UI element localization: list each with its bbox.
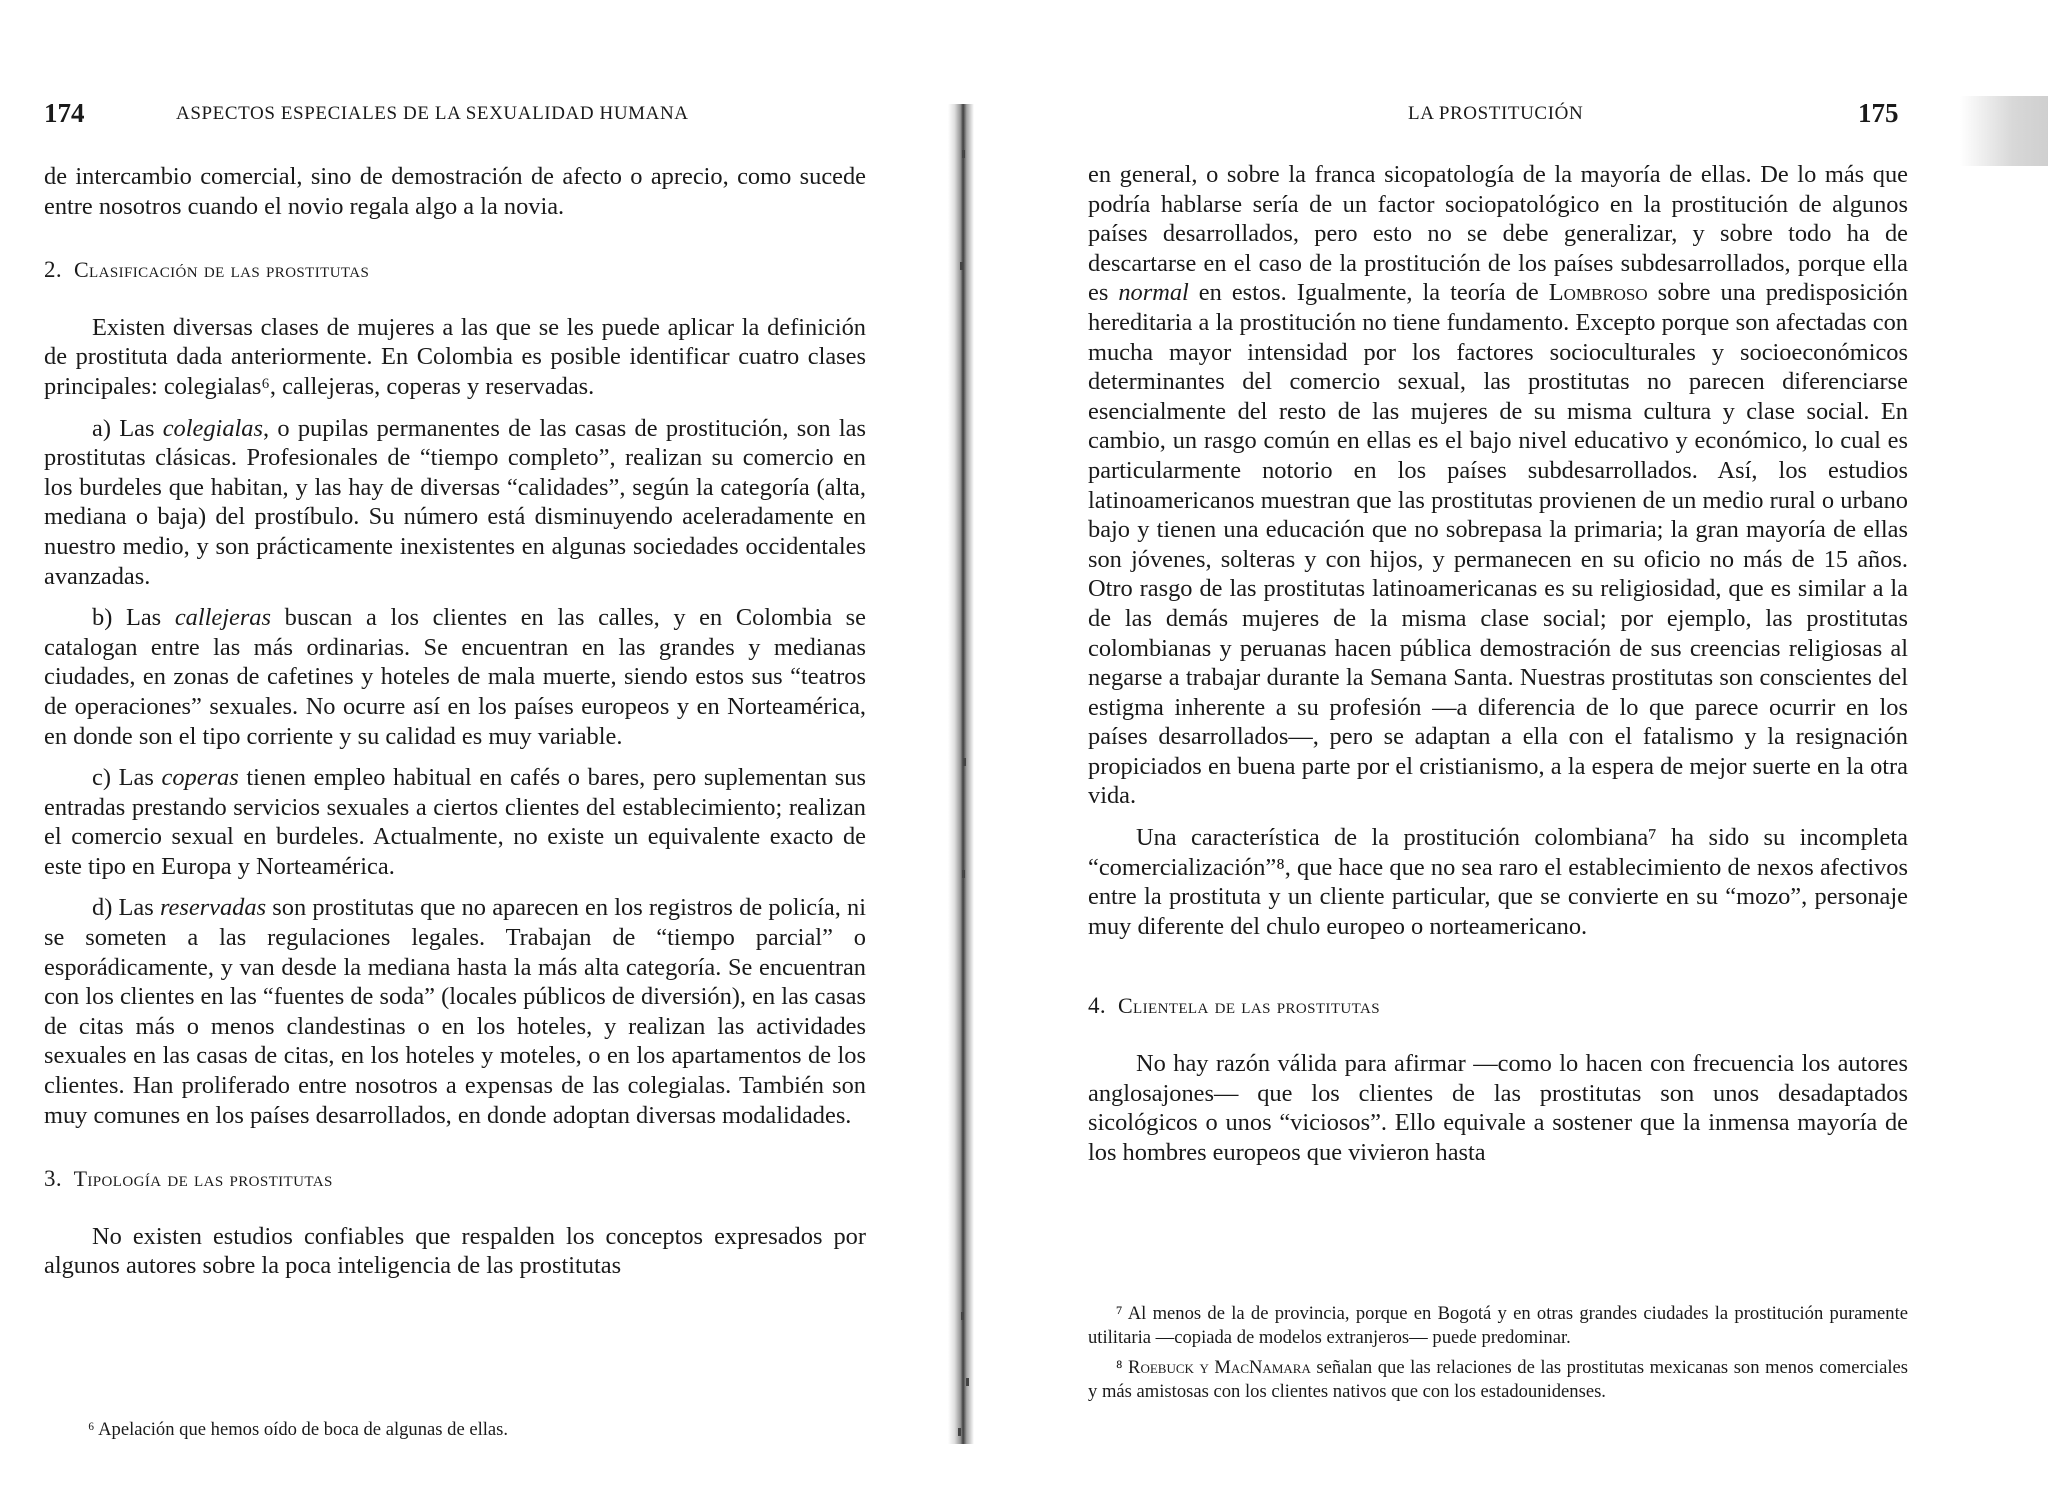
- list-item: [44, 893, 866, 1130]
- item-text: son prostitutas que no aparecen en los registros de policía, ni se someten a las regulaciones legales. Trabajan de “tiempo parcial” o esporádicamente, y van desde la mediana hasta la más alta categoría. Se encuentran con los clientes en las “fuentes de soda” (locales públicos de diversión), en las casas de citas más o menos clandestinas o en los hoteles, y realizan las actividades sexuales en las casas de citas, en los hoteles y moteles, o en los apartamentos de los clientes. Han proliferado entre nosotros a expensas de las colegialas. También son muy comunes en los países desarrollados, en donde adoptan diversas modalidades.: [44, 894, 866, 1129]
- paragraph: [1088, 160, 1908, 811]
- section-title: Tipología de las prostitutas: [73, 1166, 333, 1192]
- section-title: Clientela de las prostitutas: [1117, 993, 1380, 1019]
- section-number: 3.: [44, 1166, 63, 1192]
- paragraph: No hay razón válida para afirmar —como lo hacen con frecuencia los autores anglosajones— que los clientes de las prostitutas son unos desadaptados sicológicos o unos “viciosos”. Ello equivale a sostener que la inmensa mayoría de los hombres europeos que vivieron hasta: [1088, 1050, 1908, 1166]
- author-names: ⁸ Roebuck y MacNamara: [1116, 1357, 1311, 1378]
- paragraph: Una característica de la prostitución colombiana⁷ ha sido su incompleta “comercialización”⁸, que hace que no sea raro el establecimiento de nexos afectivos entre la prostituta y un cliente particular, que se convierte en su “mozo”, personaje muy diferente del chulo europeo o norteamericano.: [1088, 824, 1908, 940]
- list-item: [44, 414, 866, 592]
- section-heading: [44, 1164, 866, 1194]
- item-text: tienen empleo habitual en cafés o bares, pero suplementan sus entradas prestando servicios sexuales a ciertos clientes del establecimiento; realizan el comercio sexual en burdeles. Actualmente, no existe un equivalente exacto de este tipo en Europa y Norteamérica.: [44, 764, 866, 880]
- item-text: , o pupilas permanentes de las casas de prostitución, son las prostitutas clásicas. Profesionales de “tiempo completo”, realizan su comercio en los burdeles que habitan, y las hay de diversas “calidades”, según la categoría (alta, mediana o baja) del prostíbulo. Su número está disminuyendo aceleradamente en nuestro medio, y son prácticamente inexistentes en algunas sociedades occidentales avanzadas.: [44, 414, 866, 590]
- item-term: coperas: [161, 764, 239, 792]
- footnote: ⁶ Apelación que hemos oído de boca de algunas de ellas.: [88, 1419, 509, 1440]
- page-number: 174: [44, 98, 85, 128]
- list-item: [44, 763, 866, 881]
- running-head: LA PROSTITUCIÓN: [1408, 103, 1584, 124]
- section-number: 2.: [44, 257, 63, 283]
- item-marker: a) Las: [92, 414, 163, 442]
- right-page: [960, 0, 2048, 1492]
- footnotes: [1088, 1302, 1908, 1404]
- right-body: [1088, 160, 1908, 1167]
- text-run: sobre una predisposición hereditaria a la prostitución no tiene fundamento. Excepto porque son afectadas con mucha mayor intensidad por los factores socioculturales y socioeconómicos determinantes del comercio sexual, las prostitutas no parecen diferenciarse esencialmente del resto de las mujeres de su misma cultura y clase social. En cambio, un rasgo común en ellas es el bajo nivel educativo y económico, lo cual es particularmente notorio en los países subdesarrollados. Así, los estudios latinoamericanos muestran que las prostitutas provienen de un medio rural o urbano bajo y tienen una educación que no sobrepasa la primaria; la gran mayoría de ellas son jóvenes, solteras y con hijos, y permanecen en su oficio no más de 15 años. Otro rasgo de las prostitutas latinoamericanas es su religiosidad, que es similar a la de las demás mujeres de la misma clase social; por ejemplo, las prostitutas colombianas y peruanas hacen pública demostración de sus creencias religiosas al negarse a trabajar durante la Semana Santa. Nuestras prostitutas son conscientes del estigma inherente a su profesión —a diferencia de lo que parece ocurrir en los países desarrollados—, pero se adaptan a ella con el fatalismo y la resignación propiciados en buena parte por el cristianismo, a la espera de mejor suerte en la otra vida.: [1088, 279, 1908, 810]
- item-term: callejeras: [174, 604, 271, 632]
- page-number: 175: [1858, 98, 1899, 128]
- emphasis: normal: [1118, 279, 1189, 307]
- item-term: reservadas: [159, 894, 267, 922]
- footnote: ⁷ Al menos de la de provincia, porque en Bogotá y en otras grandes ciudades la prostitución puramente utilitaria —copiada de modelos extranjeros— puede predominar.: [1088, 1303, 1908, 1348]
- section-number: 4.: [1088, 993, 1107, 1019]
- section-title: Clasificación de las prostitutas: [73, 257, 370, 283]
- section-heading: [44, 255, 866, 285]
- item-text: buscan a los clientes en las calles, y en Colombia se catalogan entre las más ordinarias. Se encuentran en las grandes y medianas ciudades, en zonas de cafetines y hoteles de mala muerte, siendo estos sus “teatros de operaciones” sexuales. No ocurre así en los países europeos y en Norteamérica, en donde son el tipo corriente y su calidad es muy variable.: [44, 604, 866, 750]
- text-run: en general, o sobre la franca sicopatología de la mayoría de ellas. De lo más que podría hablarse sería de un factor sociopatológico en la prostitución de algunos países desarrollados, pero esto no se debe generalizar, y sobre todo ha de descartarse en el caso de la prostitución de los países subdesarrollados, porque ella es: [1088, 161, 1908, 307]
- footnote-text: señalan que las relaciones de las prostitutas mexicanas son menos comerciales y más amistosas con los clientes nativos que con los estadounidenses.: [1088, 1357, 1908, 1402]
- text-run: en estos. Igualmente, la teoría de: [1188, 279, 1549, 307]
- item-term: colegialas: [162, 414, 263, 442]
- left-body: [44, 162, 866, 1281]
- continuation-paragraph: de intercambio comercial, sino de demostración de afecto o aprecio, como sucede entre nosotros cuando el novio regala algo a la novia.: [44, 163, 866, 220]
- paragraph: Existen diversas clases de mujeres a las que se les puede aplicar la definición de prostituta dada anteriormente. En Colombia es posible identificar cuatro clases principales: colegialas⁶, callejeras, coperas y reservadas.: [44, 313, 866, 400]
- footnotes: [60, 1418, 860, 1442]
- paragraph: No existen estudios confiables que respalden los conceptos expresados por algunos autores sobre la poca inteligencia de las prostitutas: [44, 1222, 866, 1280]
- item-marker: c) Las: [92, 764, 162, 792]
- running-head: ASPECTOS ESPECIALES DE LA SEXUALIDAD HUMANA: [176, 103, 689, 124]
- item-marker: b) Las: [92, 604, 175, 632]
- footnote: [1088, 1356, 1908, 1404]
- item-marker: d) Las: [92, 894, 160, 922]
- list-item: [44, 603, 866, 751]
- section-heading: [1088, 991, 1908, 1021]
- author-name: Lombroso: [1548, 279, 1648, 307]
- left-page: [0, 0, 940, 1492]
